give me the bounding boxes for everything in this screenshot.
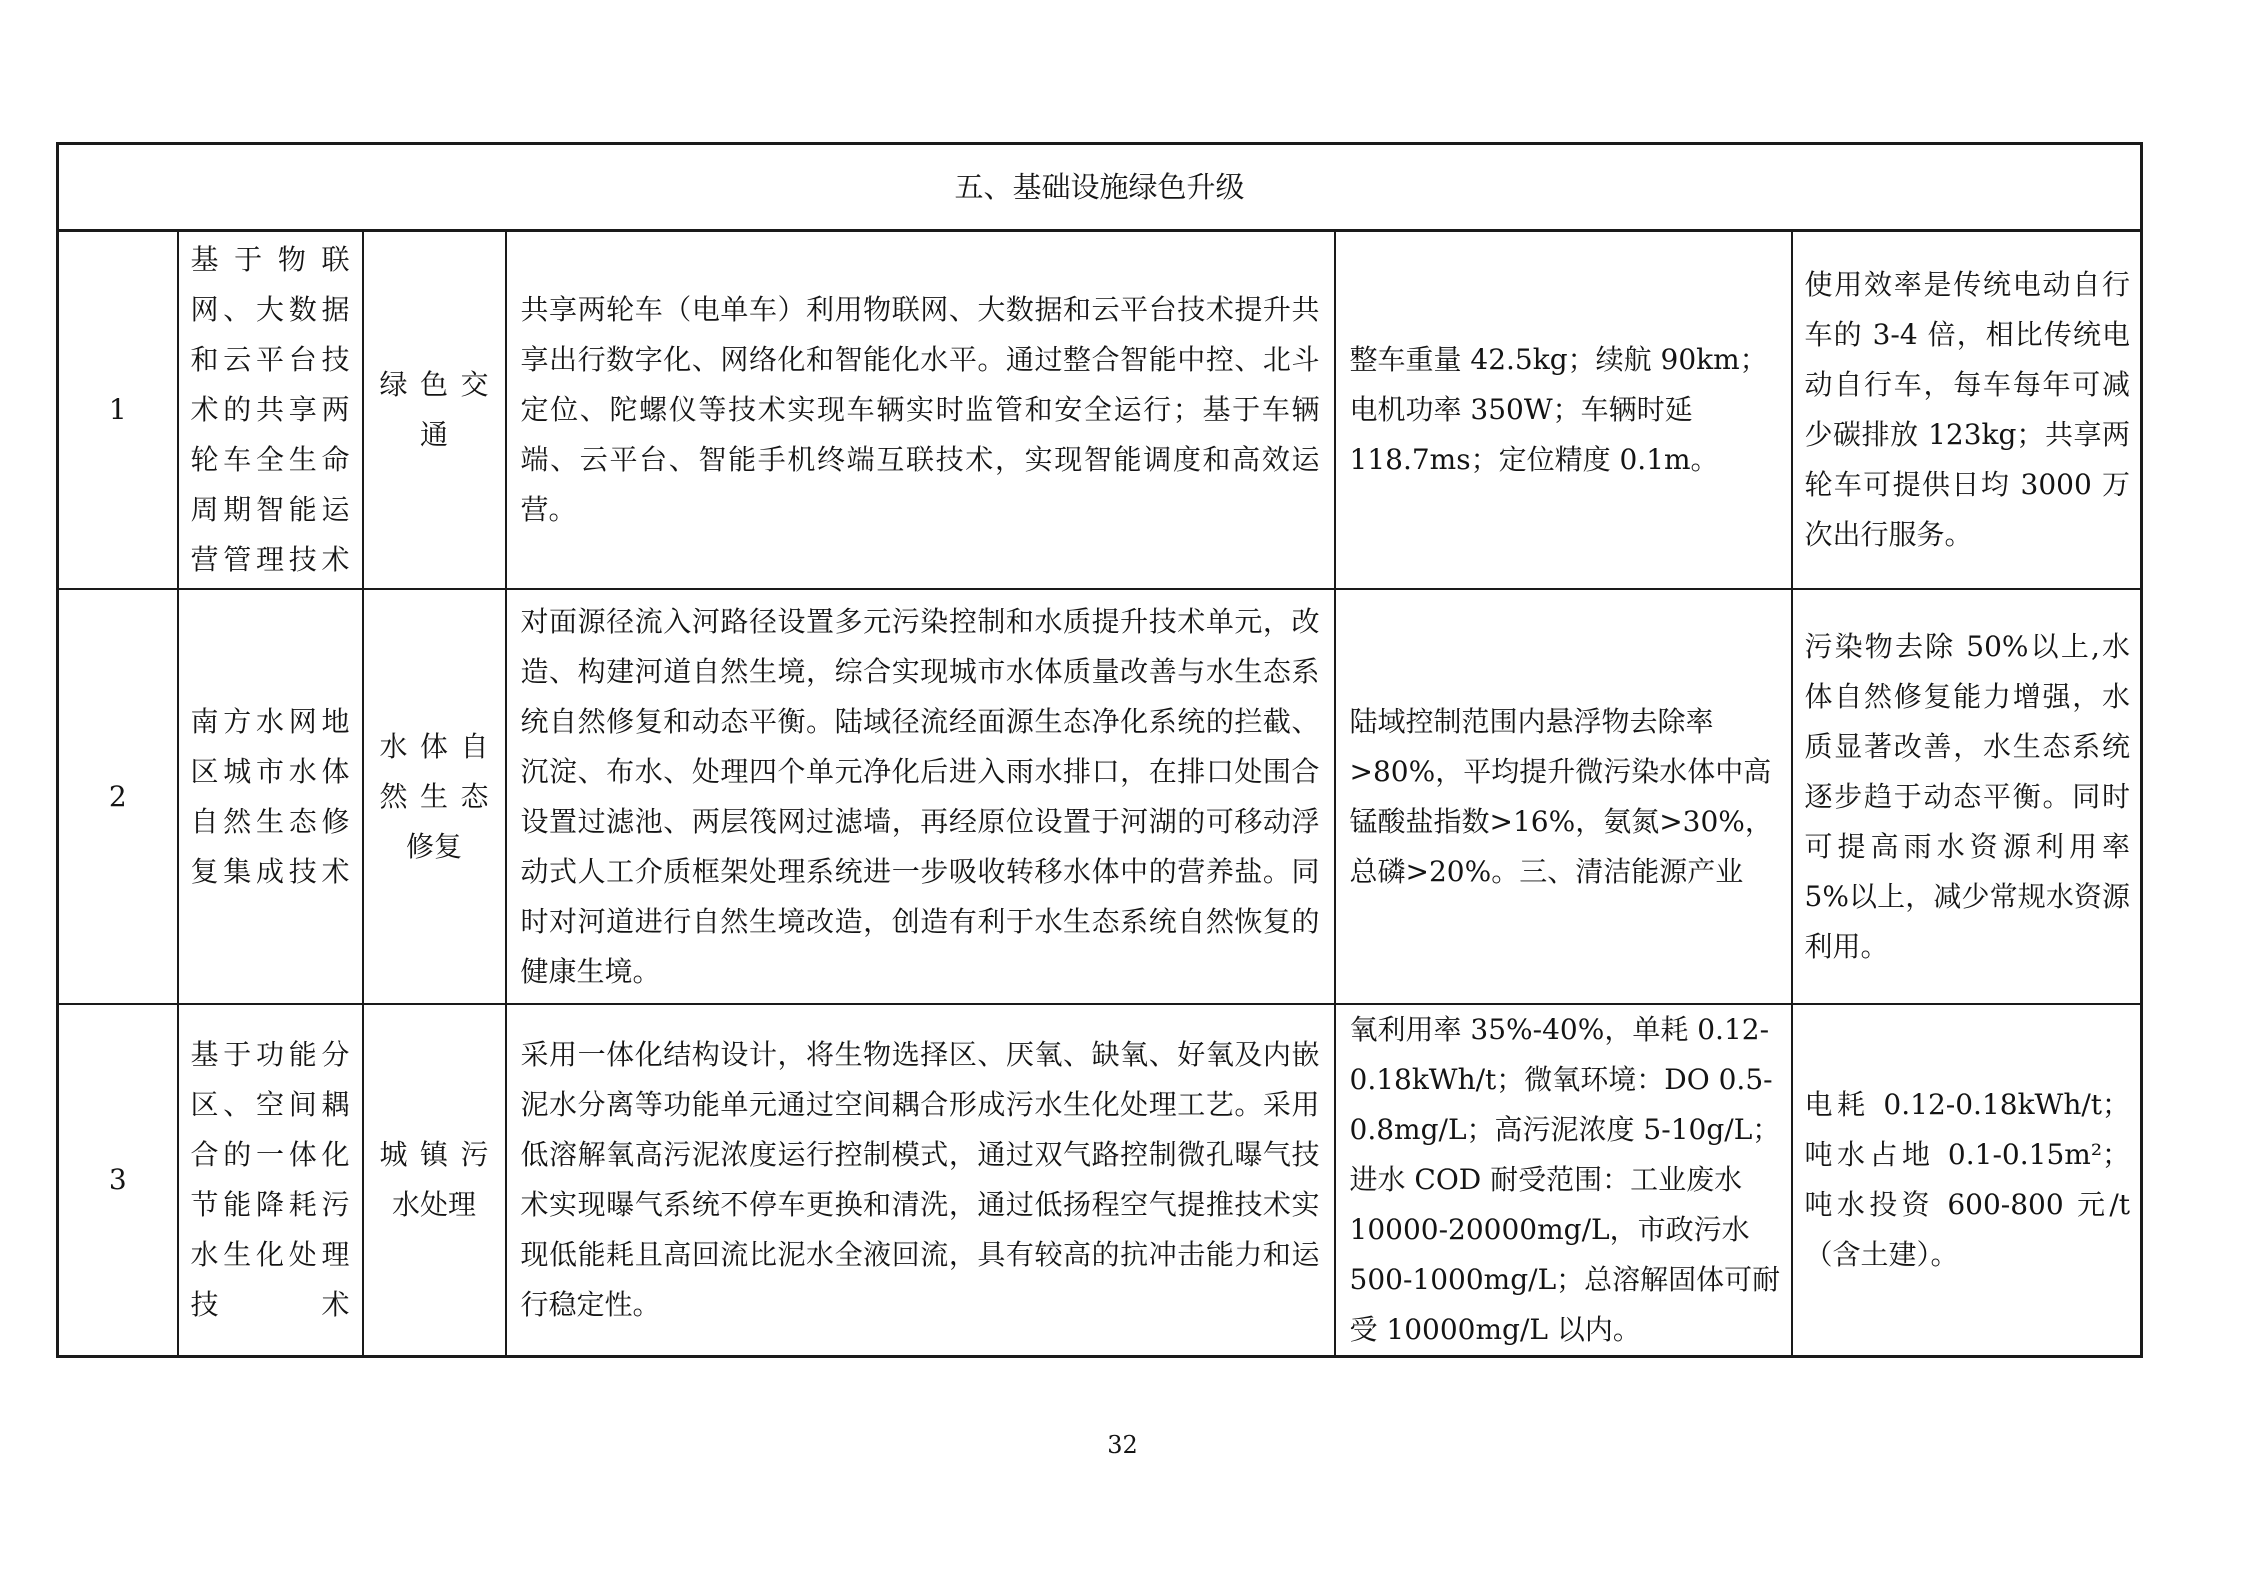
technology-name: 基于功能分区、空间耦合的一体化节能降耗污水生化处理技术 <box>178 1004 363 1357</box>
description: 采用一体化结构设计，将生物选择区、厌氧、缺氧、好氧及内嵌泥水分离等功能单元通过空间耦合形成污水生化处理工艺。采用低溶解氧高污泥浓度运行控制模式，通过双气路控制微孔曝气技术实现曝气系统不停车更换和清洗，通过低扬程空气提推技术实现低能耗且高回流比泥水全液回流，具有较高的抗冲击能力和运行稳定性。 <box>506 1004 1335 1357</box>
technology-name: 基于物联网、大数据和云平台技术的共享两轮车全生命周期智能运营管理技术 <box>178 231 363 590</box>
table-row <box>58 1004 2142 1357</box>
benefits: 电耗 0.12-0.18kWh/t；吨水占地 0.1-0.15m²；吨水投资 600-800 元/t（含土建）。 <box>1792 1004 2142 1357</box>
row-number: 2 <box>58 589 178 1004</box>
category: 绿色交通 <box>363 231 506 590</box>
indicators: 整车重量 42.5kg；续航 90km；电机功率 350W；车辆时延 118.7ms；定位精度 0.1m。 <box>1335 231 1792 590</box>
technology-table <box>56 142 2143 1358</box>
description: 对面源径流入河路径设置多元污染控制和水质提升技术单元，改造、构建河道自然生境，综合实现城市水体质量改善与水生态系统自然修复和动态平衡。陆域径流经面源生态净化系统的拦截、沉淀、布水、处理四个单元净化后进入雨水排口，在排口处围合设置过滤池、两层筏网过滤墙，再经原位设置于河湖的可移动浮动式人工介质框架处理系统进一步吸收转移水体中的营养盐。同时对河道进行自然生境改造，创造有利于水生态系统自然恢复的健康生境。 <box>506 589 1335 1004</box>
page-number: 32 <box>1107 1431 1138 1459</box>
indicators: 陆域控制范围内悬浮物去除率>80%，平均提升微污染水体中高锰酸盐指数>16%，氨氮>30%，总磷>20%。三、清洁能源产业 <box>1335 589 1792 1004</box>
technology-name: 南方水网地区城市水体自然生态修复集成技术 <box>178 589 363 1004</box>
category: 水体自然生态修复 <box>363 589 506 1004</box>
row-number: 3 <box>58 1004 178 1357</box>
section-title: 五、基础设施绿色升级 <box>58 144 2142 231</box>
category: 城镇污水处理 <box>363 1004 506 1357</box>
benefits: 污染物去除 50%以上,水体自然修复能力增强，水质显著改善，水生态系统逐步趋于动态平衡。同时可提高雨水资源利用率 5%以上，减少常规水资源利用。 <box>1792 589 2142 1004</box>
table-row <box>58 231 2142 590</box>
row-number: 1 <box>58 231 178 590</box>
indicators: 氧利用率 35%-40%，单耗 0.12-0.18kWh/t；微氧环境：DO 0.5-0.8mg/L；高污泥浓度 5-10g/L；进水 COD 耐受范围：工业废水 10000-20000mg/L，市政污水 500-1000mg/L；总溶解固体可耐受 10000mg/L 以内。 <box>1335 1004 1792 1357</box>
benefits: 使用效率是传统电动自行车的 3-4 倍，相比传统电动自行车，每车每年可减少碳排放 123kg；共享两轮车可提供日均 3000 万次出行服务。 <box>1792 231 2142 590</box>
table-row <box>58 589 2142 1004</box>
table-section-row <box>58 144 2142 231</box>
description: 共享两轮车（电单车）利用物联网、大数据和云平台技术提升共享出行数字化、网络化和智能化水平。通过整合智能中控、北斗定位、陀螺仪等技术实现车辆实时监管和安全运行；基于车辆端、云平台、智能手机终端互联技术，实现智能调度和高效运营。 <box>506 231 1335 590</box>
